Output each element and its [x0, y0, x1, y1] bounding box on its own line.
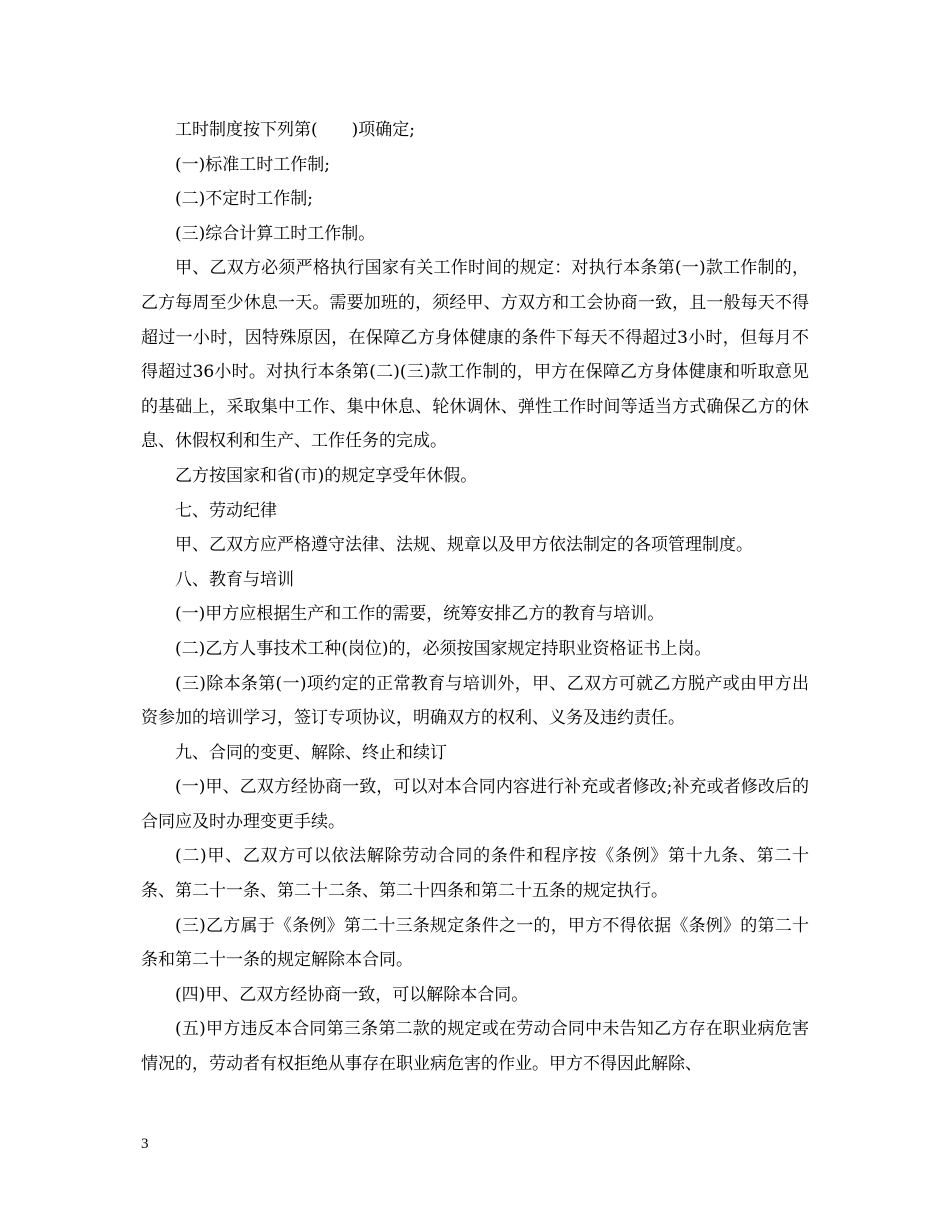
- section-heading: 九、合同的变更、解除、终止和续订: [175, 742, 447, 763]
- paragraph: 甲、乙双方必须严格执行国家有关工作时间的规定：对执行本条第(一)款工作制的，乙方每周至少休息一天。需要加班的，须经甲、方双方和工会协商一致，且一般每天不得超过一小时，因特殊原因，在保障乙方身体健康的条件下每天不得超过3小时，但每月不得超过36小时。对执行本条第(二)(三)款工作制的，甲方在保障乙方身体健康和听取意见的基础上，采取集中工作、集中休息、轮休调休、弹性工作时间等适当方式确保乙方的休息、休假权利和生产、工作任务的完成。: [141, 258, 809, 452]
- paragraph: (一)甲方应根据生产和工作的需要，统筹安排乙方的教育与培训。: [175, 604, 665, 625]
- document-body: [141, 113, 809, 1082]
- paragraph: 工时制度按下列第( )项确定;: [175, 120, 415, 140]
- section-heading: 七、劳动纪律: [175, 500, 277, 521]
- paragraph: (一)甲、乙双方经协商一致，可以对本合同内容进行补充或者修改;补充或者修改后的合同应及时办理变更手续。: [141, 777, 809, 832]
- paragraph: (三)除本条第(一)项约定的正常教育与培训外，甲、乙双方可就乙方脱产或由甲方出资参加的培训学习，签订专项协议，明确双方的权利、义务及违约责任。: [141, 673, 809, 729]
- paragraph: (三)综合计算工时工作制。: [175, 223, 376, 244]
- paragraph: (三)乙方属于《条例》第二十三条规定条件之一的，甲方不得依据《条例》的第二十条和第二十一条的规定解除本合同。: [141, 915, 809, 971]
- paragraph: (二)甲、乙双方可以依法解除劳动合同的条件和程序按《条例》第十九条、第二十条、第二十一条、第二十二条、第二十四条和第二十五条的规定执行。: [141, 846, 809, 902]
- paragraph: 乙方按国家和省(市)的规定享受年休假。: [175, 465, 478, 486]
- paragraph: (五)甲方违反本合同第三条第二款的规定或在劳动合同中未告知乙方存在职业病危害情况的，劳动者有权拒绝从事存在职业病危害的作业。甲方不得因此解除、: [141, 1019, 809, 1075]
- paragraph: 甲、乙双方应严格遵守法律、法规、规章以及甲方依法制定的各项管理制度。: [175, 535, 753, 556]
- paragraph: (一)标准工时工作制;: [175, 154, 330, 175]
- paragraph: (二)不定时工作制;: [175, 189, 313, 210]
- paragraph: (四)甲、乙双方经协商一致，可以解除本合同。: [175, 984, 529, 1005]
- section-heading: 八、教育与培训: [175, 569, 294, 590]
- page-number: 3: [141, 1136, 149, 1152]
- paragraph: (二)乙方人事技术工种(岗位)的，必须按国家规定持职业资格证书上岗。: [175, 638, 712, 659]
